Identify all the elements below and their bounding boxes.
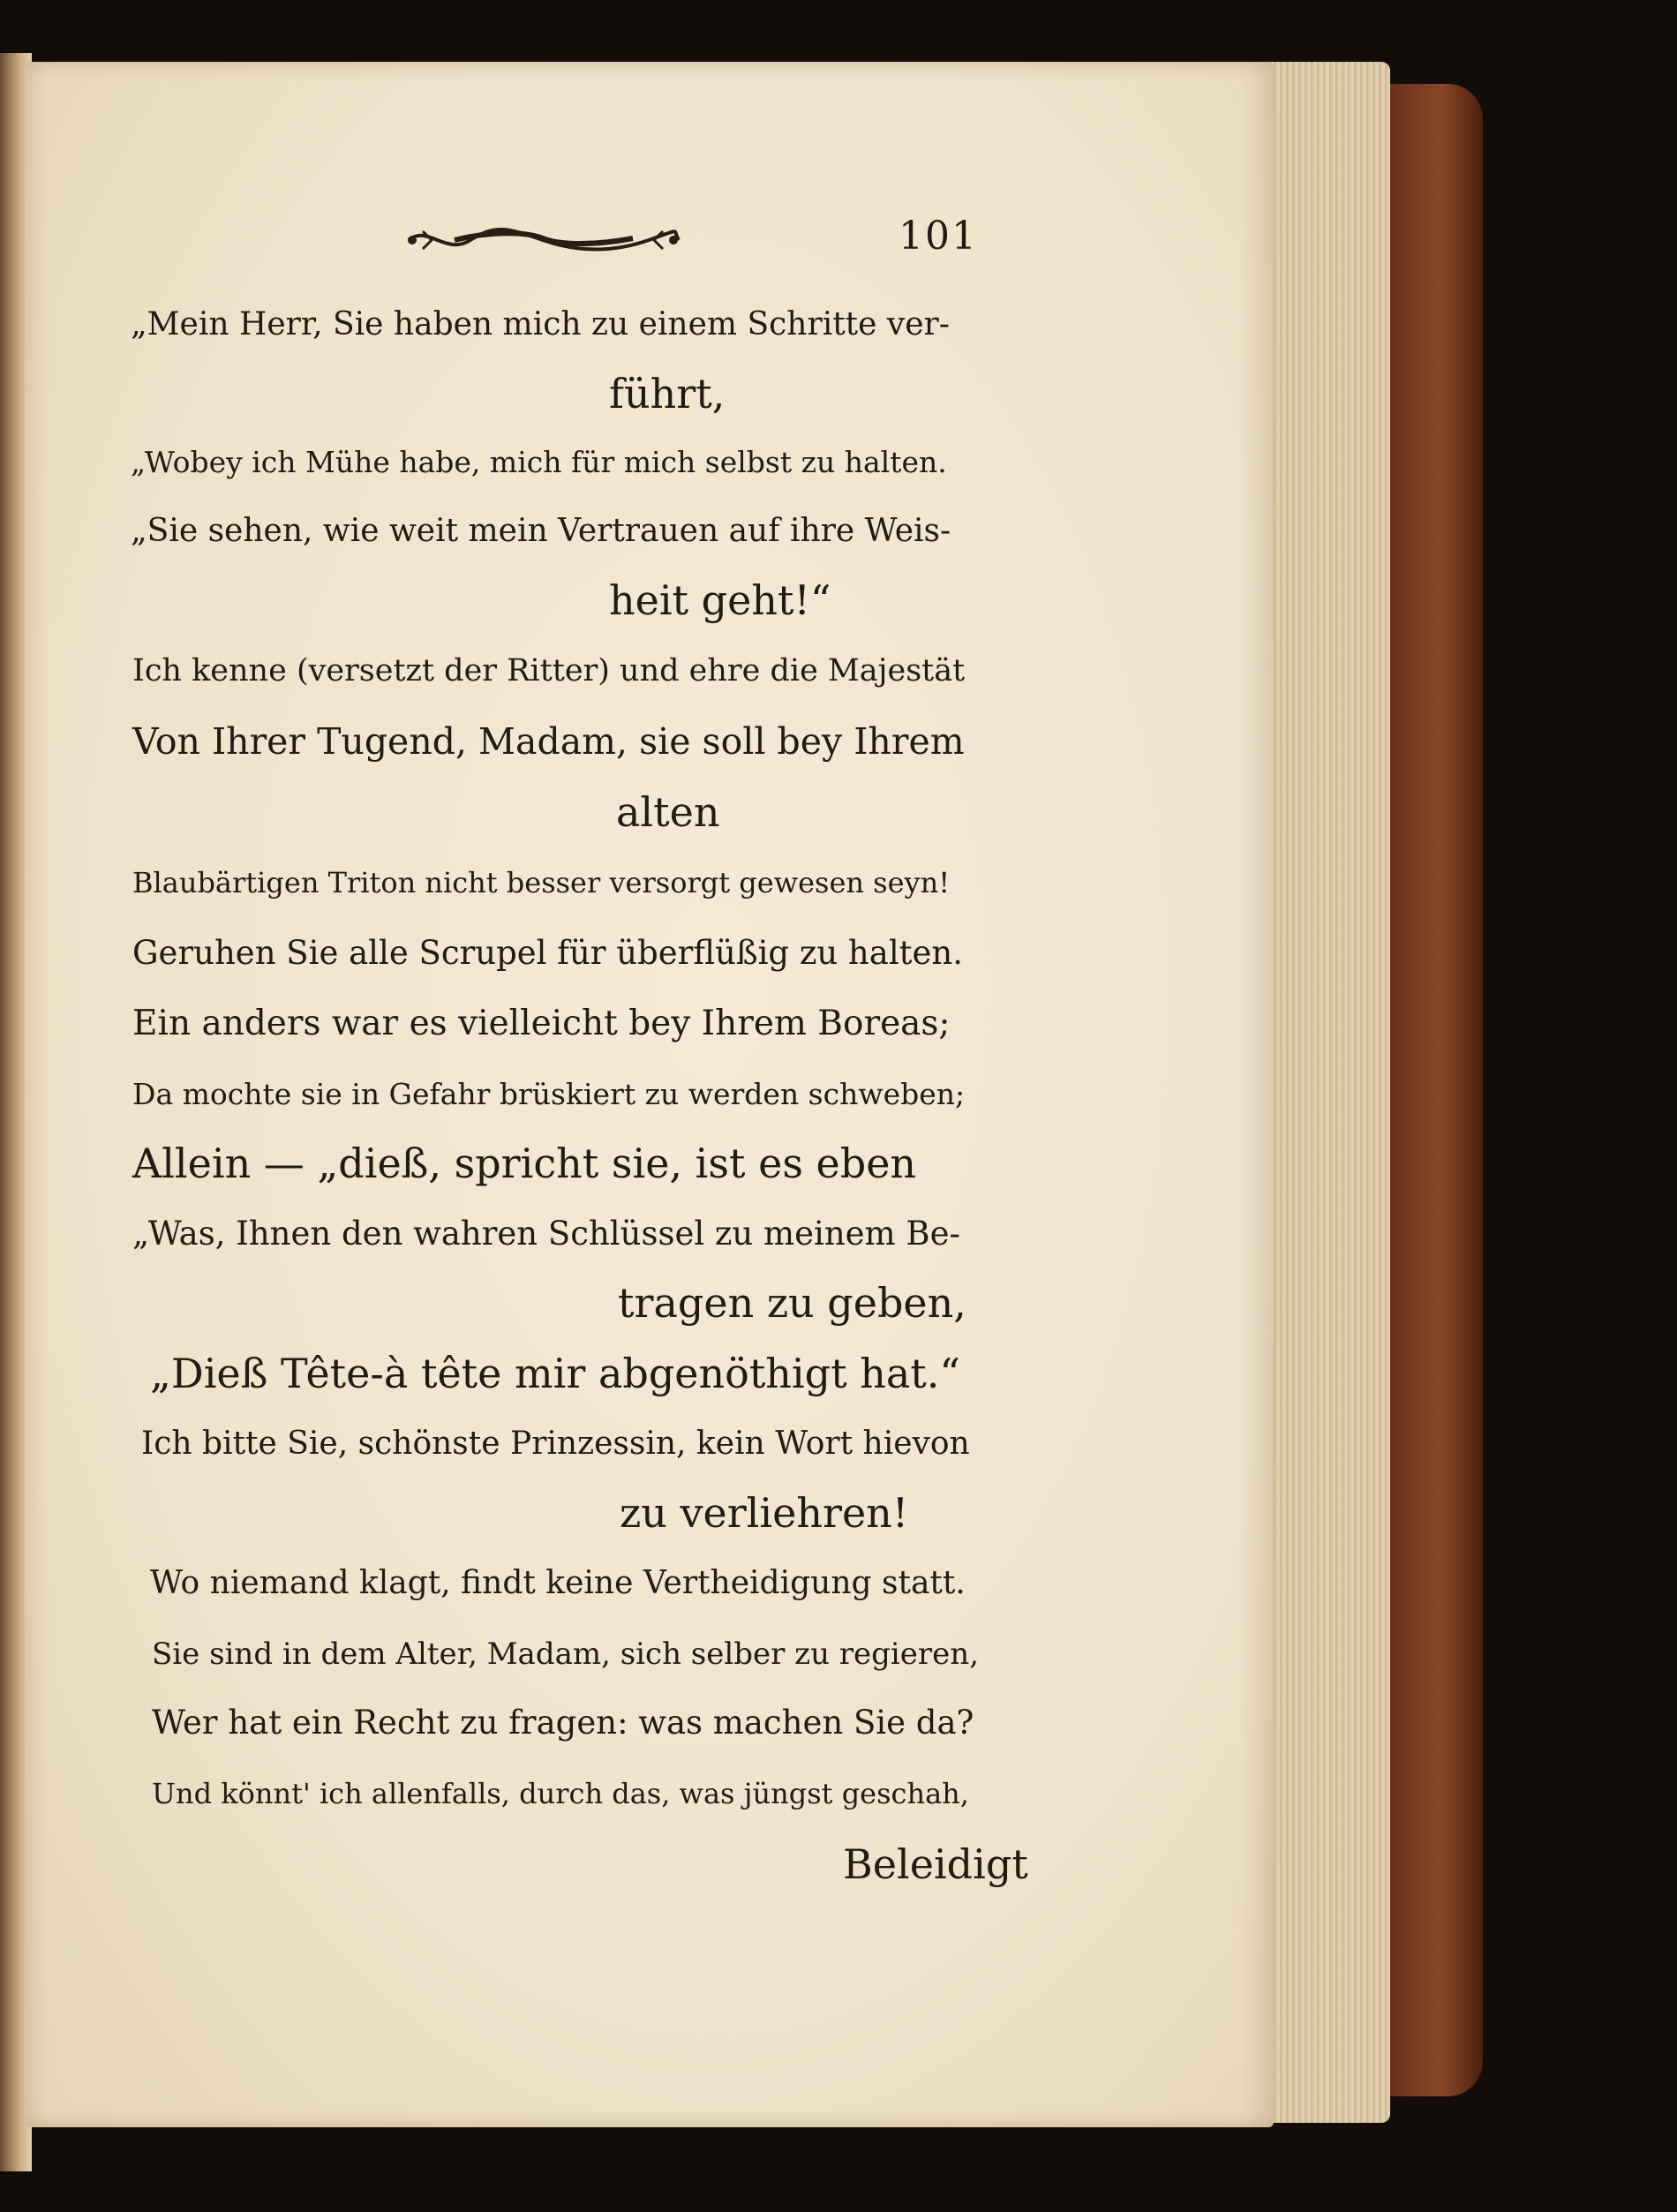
text-line-catchword: Beleidigt <box>843 1840 1028 1888</box>
text-line: Sie sind in dem Alter, Madam, sich selber zu regieren, <box>152 1636 980 1672</box>
text-line: „Mein Herr, Sie haben mich zu einem Schritte ver- <box>131 306 950 342</box>
page-number: 101 <box>899 214 978 259</box>
text-line: Ich kenne (versetzt der Ritter) und ehre die Majestät <box>132 653 966 688</box>
text-line: Und könnt' ich allenfalls, durch das, was jüngst geschah, <box>152 1777 969 1810</box>
text-line: „Was, Ihnen den wahren Schlüssel zu meinem Be- <box>132 1215 960 1253</box>
text-line: Ein anders war es vielleicht bey Ihrem Boreas; <box>132 1004 951 1043</box>
text-line: „Dieß Tête-à tête mir abgenöthigt hat.“ <box>150 1350 960 1397</box>
text-line: „Sie sehen, wie weit mein Vertrauen auf ihre Weis- <box>131 513 951 549</box>
text-line: tragen zu geben, <box>618 1279 966 1327</box>
text-line: führt, <box>609 370 726 418</box>
text-line: Von Ihrer Tugend, Madam, sie soll bey Ihrem <box>132 720 965 763</box>
text-line: „Wobey ich Mühe habe, mich für mich selbst zu halten. <box>131 445 947 479</box>
leather-binding <box>1377 84 1483 2096</box>
text-line: heit geht!“ <box>609 576 831 624</box>
text-line: Allein — „dieß, spricht sie, ist es eben <box>132 1140 917 1187</box>
text-line: Wer hat ein Recht zu fragen: was machen Sie da? <box>152 1704 974 1742</box>
text-line: alten <box>616 788 720 836</box>
page-block-edges <box>1258 62 1390 2123</box>
text-line: Wo niemand klagt, findt keine Vertheidigung statt. <box>150 1565 966 1601</box>
text-line: Geruhen Sie alle Scrupel für überflüßig zu halten. <box>132 934 964 972</box>
text-line: Ich bitte Sie, schönste Prinzessin, kein Wort hievon <box>141 1426 970 1462</box>
text-line: zu verliehren! <box>620 1489 909 1537</box>
ornament-rule-icon <box>402 219 684 261</box>
text-line: Blaubärtigen Triton nicht besser versorgt gewesen seyn! <box>132 866 951 899</box>
text-line: Da mochte sie in Gefahr brüskiert zu werden schweben; <box>132 1077 966 1111</box>
